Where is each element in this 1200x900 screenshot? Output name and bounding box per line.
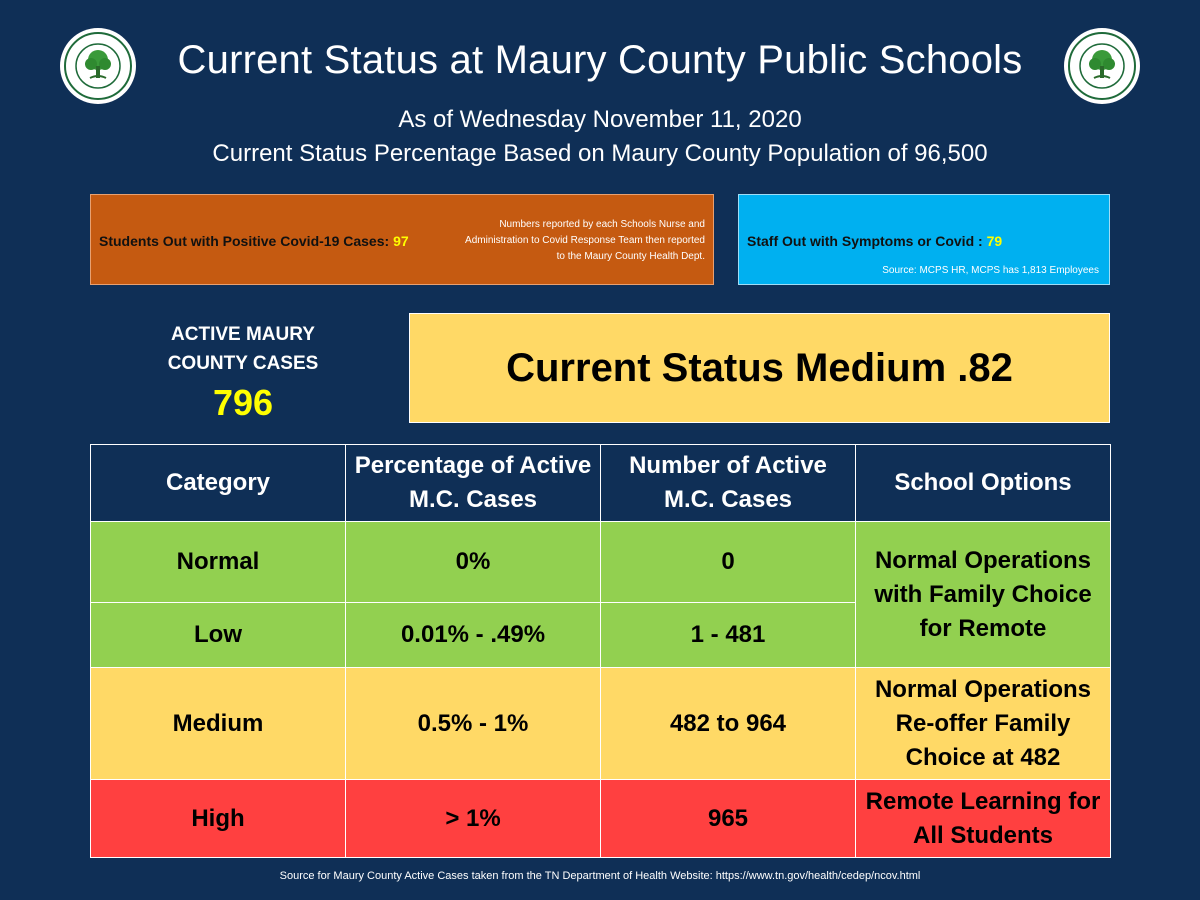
table-row	[91, 780, 1111, 858]
students-out-value: 97	[393, 233, 409, 249]
students-out-panel	[90, 194, 714, 285]
cell-school-options: Normal Operations with Family Choice for Remote	[856, 522, 1111, 668]
cell-number: 965	[601, 780, 856, 858]
table-row	[91, 522, 1111, 603]
cell-percentage: > 1%	[346, 780, 601, 858]
basis-subtitle: Current Status Percentage Based on Maury County Population of 96,500	[212, 140, 988, 167]
cell-school-options: Remote Learning for All Students	[856, 780, 1111, 858]
staff-out-line	[747, 233, 1002, 249]
staff-out-panel	[738, 194, 1110, 285]
cell-percentage: 0.5% - 1%	[346, 668, 601, 780]
cell-percentage: 0%	[346, 522, 601, 603]
students-out-label: Students Out with Positive Covid-19 Cases:	[99, 233, 390, 249]
staff-out-value: 79	[986, 233, 1003, 249]
students-out-line	[99, 233, 409, 249]
current-status-banner	[409, 313, 1110, 423]
table-header-row	[91, 445, 1111, 522]
cell-school-options: Normal Operations Re-offer Family Choice at 482	[856, 668, 1111, 780]
page-title: Current Status at Maury County Public Schools	[177, 38, 1023, 82]
cell-number: 482 to 964	[601, 668, 856, 780]
footer-source: Source for Maury County Active Cases taken from the TN Department of Health Website: https://www.tn.gov/health/cedep/ncov.html	[279, 870, 921, 882]
cell-category: Medium	[91, 668, 346, 780]
cell-category: Low	[91, 603, 346, 668]
current-status-text: Current Status Medium .82	[506, 345, 1013, 390]
date-subtitle: As of Wednesday November 11, 2020	[398, 106, 802, 133]
active-cases-value: 796	[212, 382, 274, 423]
cell-category: High	[91, 780, 346, 858]
column-header-number: Number of Active M.C. Cases	[601, 445, 856, 522]
cell-category: Normal	[91, 522, 346, 603]
column-header-category: Category	[91, 445, 346, 522]
staff-out-label: Staff Out with Symptoms or Covid :	[747, 233, 983, 249]
cell-number: 0	[601, 522, 856, 603]
cell-percentage: 0.01% - .49%	[346, 603, 601, 668]
column-header-options: School Options	[856, 445, 1111, 522]
cell-number: 1 - 481	[601, 603, 856, 668]
table-row	[91, 668, 1111, 780]
column-header-percentage: Percentage of Active M.C. Cases	[346, 445, 601, 522]
status-category-table	[90, 444, 1111, 858]
active-cases-label: ACTIVE MAURY COUNTY CASES	[167, 324, 319, 374]
students-out-note: Numbers reported by each Schools Nurse and Administration to Covid Response Team then reported to the Maury County Health Dept.	[465, 219, 705, 262]
staff-out-source: Source: MCPS HR, MCPS has 1,813 Employees	[882, 265, 1099, 276]
